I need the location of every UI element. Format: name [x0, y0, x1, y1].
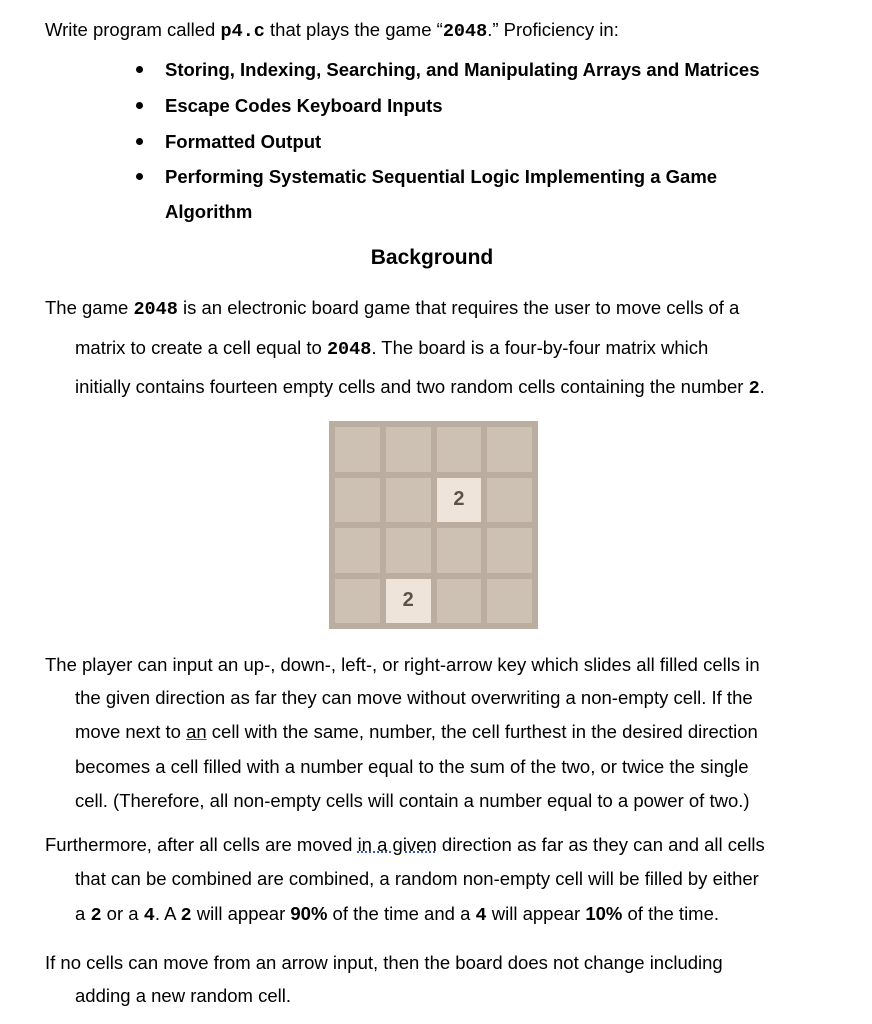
board-cell: [437, 579, 482, 624]
section-heading: Background: [370, 246, 494, 269]
paragraph-line: cell. (Therefore, all non-empty cells will contain a number equal to a power of two.): [75, 790, 750, 811]
text: will appear: [191, 903, 291, 924]
board-cell: [437, 427, 482, 472]
board-cell: 2: [437, 478, 482, 523]
intro-text: that plays the game “: [264, 19, 443, 40]
number: 2048: [133, 299, 178, 320]
text: a: [75, 903, 91, 924]
text: is an electronic board game that requires the user to move cells of a: [177, 297, 740, 318]
board-cell: 2: [386, 579, 431, 624]
board-cell: [386, 478, 431, 523]
text: will appear: [486, 903, 586, 924]
text: .: [759, 376, 765, 397]
paragraph-line: adding a new random cell.: [75, 985, 291, 1006]
dotted-underlined-text: in a given: [357, 834, 437, 855]
text: Furthermore, after all cells are moved: [45, 834, 358, 855]
text: cell with the same, number, the cell furthest in the desired direction: [206, 721, 758, 742]
paragraph-line: [75, 337, 708, 360]
number: 2: [90, 905, 102, 926]
bullet-dot: [136, 173, 143, 180]
board-cell: [335, 579, 380, 624]
paragraph-line: [45, 297, 739, 320]
percentage: 90%: [290, 903, 328, 924]
game-board: [329, 421, 538, 629]
text: or a: [101, 903, 144, 924]
board-cell: [487, 579, 532, 624]
underlined-word: an: [186, 721, 207, 742]
text: initially contains fourteen empty cells and two random cells containing the number: [75, 376, 749, 397]
intro-line: [45, 19, 619, 42]
bullet-dot: [136, 138, 143, 145]
text: The game: [45, 297, 134, 318]
number: 2: [748, 378, 760, 399]
bullet-item-continued: Algorithm: [165, 201, 253, 222]
paragraph-line: [75, 903, 719, 926]
board-cell: [437, 528, 482, 573]
board-cell: [487, 478, 532, 523]
game-name: 2048: [442, 21, 488, 42]
intro-text: Write program called: [45, 19, 221, 40]
paragraph-line: becomes a cell filled with a number equal to the sum of the two, or twice the single: [75, 756, 749, 777]
bullet-item: Performing Systematic Sequential Logic Implementing a Game: [165, 166, 718, 187]
bullet-item: Storing, Indexing, Searching, and Manipulating Arrays and Matrices: [165, 59, 760, 80]
text: move next to: [75, 721, 187, 742]
text: direction as far as they can and all cells: [436, 834, 765, 855]
percentage: 10%: [585, 903, 623, 924]
paragraph-line: that can be combined are combined, a random non-empty cell will be filled by either: [75, 868, 759, 889]
text: . A: [154, 903, 181, 924]
text: . The board is a four-by-four matrix which: [371, 337, 709, 358]
paragraph-line: [45, 834, 765, 856]
bullet-dot: [136, 66, 143, 73]
filename: p4.c: [220, 21, 265, 42]
board-cell: [487, 528, 532, 573]
board-cell: [386, 427, 431, 472]
text: of the time and a: [327, 903, 476, 924]
paragraph-line: [75, 376, 765, 399]
paragraph-line: If no cells can move from an arrow input, then the board does not change including: [45, 952, 723, 973]
board-cell: [487, 427, 532, 472]
intro-text: .” Proficiency in:: [487, 19, 619, 40]
number: 2: [180, 905, 192, 926]
text: matrix to create a cell equal to: [75, 337, 327, 358]
number: 4: [475, 905, 487, 926]
bullet-item: Escape Codes Keyboard Inputs: [165, 95, 443, 116]
bullet-dot: [136, 102, 143, 109]
paragraph-line: the given direction as far they can move without overwriting a non-empty cell. If the: [75, 687, 753, 708]
number: 2048: [326, 339, 372, 360]
paragraph-line: The player can input an up-, down-, left-, or right-arrow key which slides all filled cells in: [45, 654, 760, 675]
board-cell: [335, 427, 380, 472]
board-cell: [335, 478, 380, 523]
paragraph-line: [75, 721, 758, 743]
text: of the time.: [622, 903, 720, 924]
bullet-item: Formatted Output: [165, 131, 322, 152]
number: 4: [143, 905, 155, 926]
board-cell: [335, 528, 380, 573]
board-cell: [386, 528, 431, 573]
